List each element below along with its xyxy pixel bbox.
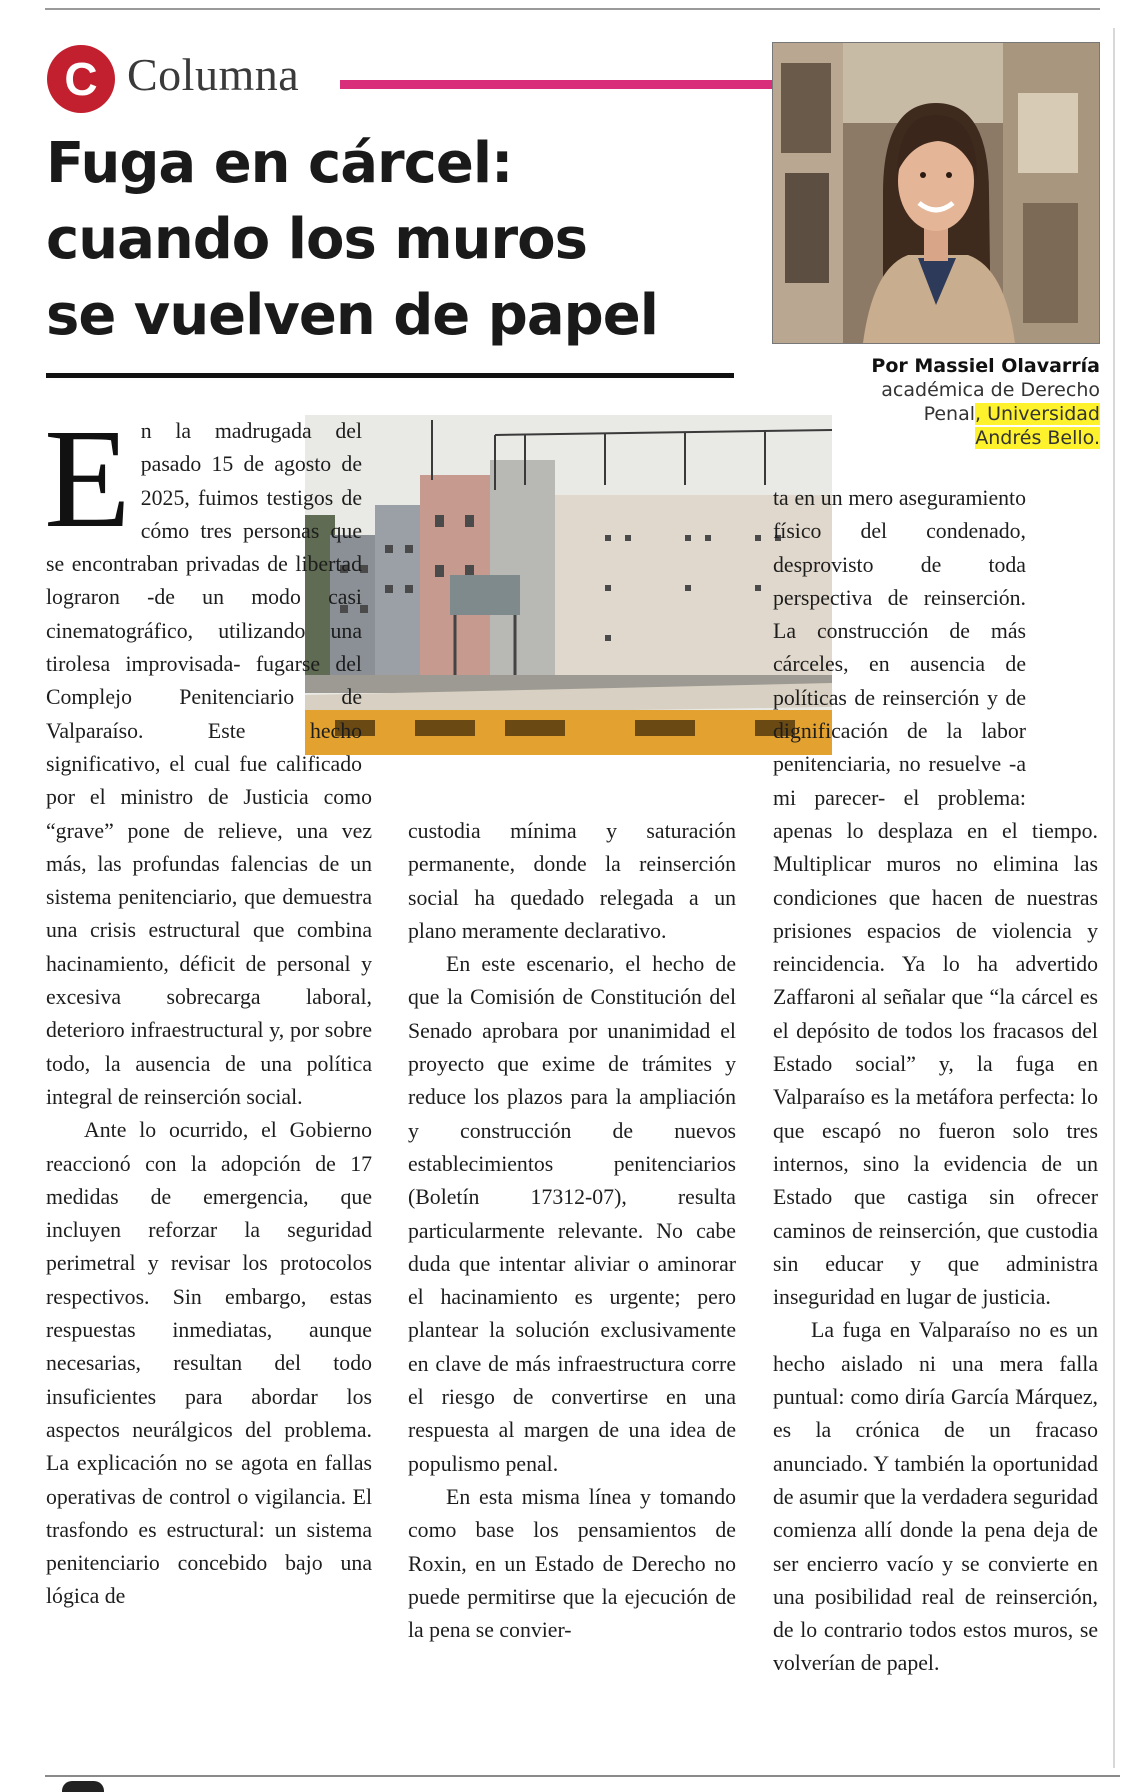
article-paragraph: n la madrugada del pasado 15 de agosto de 2025, fuimos testigos de cómo tres personas que se encontraban privadas de libertad lograron -de un modo casi cinematográfico, utilizando una tirolesa improvisada- fugarse del Complejo Penitenciario de Valparaíso. Este hecho significativo, el cual fue calificado por el ministro de Justicia como “grave” pone de relieve, una vez más, las profundas falencias de un sistema penitenciario, que demuestra una crisis estructural que combina hacinamiento, déficit de personal y excesiva sobrecarga laboral, deterioro infraestructural y, por sobre todo, la ausencia de una política integral de reinserción social. — [46, 419, 372, 1109]
bottom-divider — [45, 1775, 1120, 1777]
headline-line-3: se vuelven de papel — [46, 283, 658, 348]
headline-rule — [46, 373, 734, 378]
author-role-line-1: académica de Derecho — [881, 379, 1100, 401]
drop-cap: E — [44, 399, 131, 557]
article-paragraph: Ante lo ocurrido, el Gobierno reaccionó con la adopción de 17 medidas de emergencia, que incluyen reforzar la seguridad perimetral y revisar los protocolos respectivos. Sin embargo, estas respuestas inmediatas, aunque necesarias, resultan del todo insuficientes para abordar los aspectos neurálgicos del problema. La explicación no se agota en fallas operativas de control o vigilancia. El trasfondo es estructural: un sistema penitenciario concebido bajo una lógica de — [46, 1118, 372, 1609]
top-divider — [45, 8, 1100, 10]
author-photo — [772, 42, 1100, 344]
prison-photo-illustration — [305, 415, 832, 755]
article-column-1 — [44, 399, 372, 1614]
headline-line-1: Fuga en cárcel: — [46, 131, 513, 196]
article-column-3 — [773, 482, 1098, 1681]
author-name: Por Massiel Olavarría — [871, 355, 1100, 377]
article-column-2 — [408, 815, 736, 1647]
prison-photo — [305, 415, 832, 755]
section-accent-rule — [340, 80, 772, 89]
section-label: Columna — [127, 49, 300, 100]
headline — [46, 126, 746, 354]
highlighted-university-text: , Universidad — [975, 403, 1100, 425]
highlighted-university-name: Andrés Bello. — [975, 427, 1100, 449]
article-paragraph: En este escenario, el hecho de que la Comisión de Constitución del Senado aprobara por unanimidad el proyecto que exime de trámites y reduce los plazos para la ampliación y construcción de nuevos establecimientos penitenciarios (Boletín 17312-07), resulta particularmente relevante. No cabe duda que intentar aliviar o aminorar el hacinamiento es urgente; pero plantear la solución exclusivamente en clave de más infraestructura corre el riesgo de convertirse en una respuesta al margen de una idea de populismo penal. — [408, 952, 736, 1476]
section-badge: C — [47, 45, 115, 113]
article-paragraph: ta en un mero aseguramiento físico del condenado, desprovisto de toda perspectiva de reinserción. La construcción de más cárceles, en ausencia de políticas de reinserción y de dignificación de la labor penitenciaria, no resuelve -a mi parecer- el problema: apenas lo desplaza en el tiempo. Multiplicar muros no elimina las condiciones que hacen de nuestras prisiones espacios de violencia y reincidencia. Ya lo ha advertido Zaffaroni al señalar que “la cárcel es el depósito de todos los fracasos del Estado social” y, la fuga en Valparaíso es la metáfora perfecta: lo que escapó no fueron solo tres internos, sino la evidencia de un Estado que castiga sin ofrecer caminos de reinserción, que custodia sin educar y que administra inseguridad en lugar de justicia. — [773, 486, 1098, 1310]
article-paragraph: custodia mínima y saturación permanente, donde la reinserción social ha quedado relegada a un plano meramente declarativo. — [408, 819, 736, 943]
right-page-rule — [1113, 28, 1115, 1768]
author-role-penal: Penal — [923, 403, 975, 425]
headline-line-2: cuando los muros — [46, 207, 587, 272]
article-paragraph: En esta misma línea y tomando como base los pensamientos de Roxin, en un Estado de Derecho no puede permitirse que la ejecución de la pena se convier- — [408, 1484, 736, 1643]
article-paragraph: La fuga en Valparaíso no es un hecho aislado ni una mera falla puntual: como diría García Márquez, es la crónica de un fracaso anunciado. Y también la oportunidad de asumir que la verdadera seguridad comienza allí donde la pena deja de ser encierro vacío y se convierte en una posibilidad real de reinserción, de lo contrario todos estos muros, se volverían de papel. — [773, 1318, 1098, 1676]
author-photo-illustration — [773, 43, 1099, 343]
bottom-page-mark — [62, 1781, 104, 1792]
